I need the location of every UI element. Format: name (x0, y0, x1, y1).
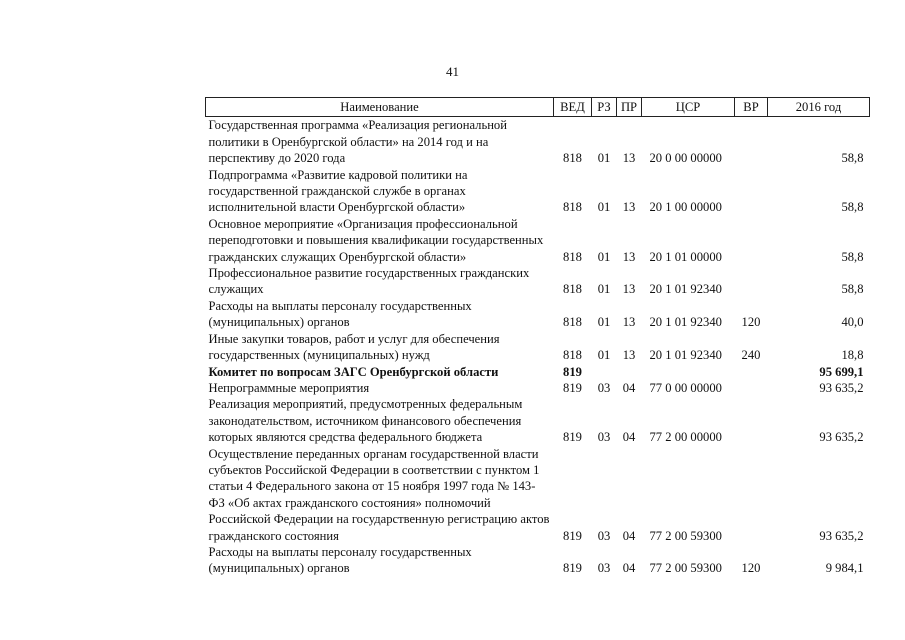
row-rz: 01 (597, 348, 611, 363)
page-number: 41 (446, 64, 459, 79)
row-amount: 93 635,2 (819, 528, 864, 543)
row-csr: 77 2 00 59300 (649, 561, 722, 576)
row-amount: 93 635,2 (819, 380, 864, 395)
row-ved: 818 (563, 348, 582, 363)
header-pr: ПР (617, 98, 642, 117)
row-rz: 01 (597, 282, 611, 297)
row-vr (735, 380, 768, 396)
row-vr: 120 (741, 561, 761, 576)
row-pr: 13 (622, 249, 636, 264)
row-ved: 818 (563, 151, 582, 166)
row-pr: 13 (622, 151, 636, 166)
row-rz: 03 (597, 561, 611, 576)
row-ved: 819 (563, 364, 582, 379)
row-rz: 01 (597, 151, 611, 166)
header-amount: 2016 год (768, 98, 870, 117)
row-amount: 18,8 (841, 348, 864, 363)
row-ved: 819 (563, 380, 582, 395)
row-amount: 58,8 (841, 200, 864, 215)
header-ved: ВЕД (554, 98, 592, 117)
budget-table (205, 97, 870, 577)
row-pr (617, 364, 642, 380)
header-vr: ВР (735, 98, 768, 117)
table-row (206, 167, 870, 216)
row-rz: 01 (597, 200, 611, 215)
table-header-row (206, 98, 870, 117)
row-name: Расходы на выплаты персоналу государственных (муниципальных) органов (208, 298, 472, 330)
row-csr: 77 0 00 00000 (649, 380, 722, 395)
row-name: Реализация мероприятий, предусмотренных федеральным законодательством, источником финансового обеспечения которых являются средства федерального бюджета (208, 397, 523, 445)
row-rz: 03 (597, 380, 611, 395)
row-csr: 20 1 01 92340 (649, 348, 722, 363)
row-rz: 03 (597, 430, 611, 445)
row-name: Подпрограмма «Развитие кадровой политики на государственной гражданской службе в органах исполнительной власти Оренбургской области» (208, 167, 468, 215)
row-csr (642, 364, 735, 380)
header-name: Наименование (206, 98, 554, 117)
row-name: Иные закупки товаров, работ и услуг для обеспечения государственных (муниципальных) нужд (208, 331, 500, 363)
row-pr: 13 (622, 282, 636, 297)
row-rz: 01 (597, 249, 611, 264)
row-csr: 77 2 00 59300 (649, 528, 722, 543)
row-vr (735, 167, 768, 216)
row-ved: 818 (563, 200, 582, 215)
row-csr: 20 1 01 92340 (649, 282, 722, 297)
table-row (206, 396, 870, 445)
row-amount: 93 635,2 (819, 430, 864, 445)
row-ved: 818 (563, 282, 582, 297)
row-ved: 819 (563, 430, 582, 445)
row-pr: 04 (622, 430, 636, 445)
row-name: Комитет по вопросам ЗАГС Оренбургской области (208, 364, 499, 379)
row-vr: 240 (741, 348, 761, 363)
header-rz: РЗ (592, 98, 617, 117)
row-amount: 9 984,1 (825, 561, 864, 576)
table-row (206, 216, 870, 265)
row-amount: 58,8 (841, 151, 864, 166)
row-amount: 95 699,1 (819, 364, 864, 379)
row-ved: 819 (563, 561, 582, 576)
row-ved: 818 (563, 249, 582, 264)
row-amount: 58,8 (841, 249, 864, 264)
row-ved: 818 (563, 315, 582, 330)
row-name: Расходы на выплаты персоналу государственных (муниципальных) органов (208, 544, 472, 576)
row-vr (735, 265, 768, 298)
row-amount: 40,0 (841, 315, 864, 330)
row-csr: 77 2 00 00000 (649, 430, 722, 445)
table-row (206, 380, 870, 396)
row-rz: 03 (597, 528, 611, 543)
header-csr: ЦСР (642, 98, 735, 117)
row-vr: 120 (741, 315, 761, 330)
row-name: Государственная программа «Реализация региональной политики в Оренбургской области» на 2014 год и на перспективу до 2020 года (208, 118, 507, 166)
row-amount: 58,8 (841, 282, 864, 297)
row-vr (735, 216, 768, 265)
row-pr: 04 (622, 561, 636, 576)
row-vr (735, 396, 768, 445)
row-pr: 04 (622, 528, 636, 543)
row-vr (735, 446, 768, 544)
row-csr: 20 1 01 00000 (649, 249, 722, 264)
row-rz: 01 (597, 315, 611, 330)
row-vr (735, 364, 768, 380)
table-row (206, 331, 870, 364)
row-rz (592, 364, 617, 380)
table-row (206, 298, 870, 331)
row-name: Основное мероприятие «Организация профессиональной переподготовки и повышения квалификации государственных гражданских служащих Оренбургской области» (208, 216, 544, 264)
row-vr (735, 117, 768, 167)
row-csr: 20 1 01 92340 (649, 315, 722, 330)
row-name: Непрограммные мероприятия (208, 380, 370, 395)
row-pr: 13 (622, 200, 636, 215)
table-row (206, 117, 870, 167)
row-pr: 13 (622, 315, 636, 330)
row-ved: 819 (563, 528, 582, 543)
row-name: Осуществление переданных органам государственной власти субъектов Российской Федерации в соответствии с пунктом 1 статьи 4 Федерального закона от 15 ноября 1997 года № 143-ФЗ «Об актах гражданского состояния» полномочий Российской Федерации на государственную регистрацию актов гражданского состояния (208, 446, 550, 543)
table-row (206, 544, 870, 577)
table-row (206, 265, 870, 298)
row-name: Профессиональное развитие государственных гражданских служащих (208, 266, 530, 297)
row-csr: 20 1 00 00000 (649, 200, 722, 215)
row-pr: 04 (622, 380, 636, 395)
row-pr: 13 (622, 348, 636, 363)
table-row-committee (206, 364, 870, 380)
row-csr: 20 0 00 00000 (649, 151, 722, 166)
table-row (206, 446, 870, 544)
